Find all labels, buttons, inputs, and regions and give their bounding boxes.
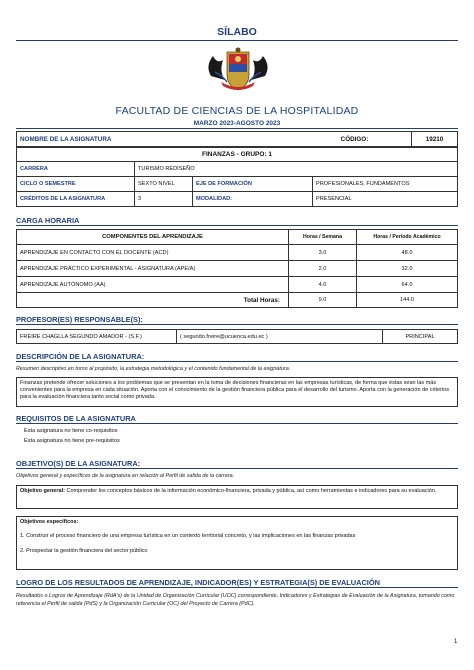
workload-heading: CARGA HORARIA [16,216,80,225]
specific-objective-item: 2. Prospectar la gestión financiera del sector público [20,548,148,554]
faculty-name: FACULTAD DE CIENCIAS DE LA HOSPITALIDAD [115,105,359,117]
objectives-note: Objetivos general y específicos de la asignatura en relación al Perfil de salida de la carrera. [16,473,235,479]
outcomes-heading: LOGRO DE LOS RESULTADOS DE APRENDIZAJE, INDICADOR(ES) Y ESTRATEGIA(S) DE EVALUACIÓN [16,578,380,587]
page-title: SÍLABO [217,26,257,38]
credits-label: CRÉDITOS DE LA ASIGNATURA [17,192,135,207]
table-row [17,245,458,261]
specific-objective-item: 1. Construir el proceso financiero de una empresa turística en un contexto territorial concreto, y las implicaciones en las finanzas privadas [20,533,356,539]
description-text: Finanzas pretende ofrecer soluciones a los problemas que se presentan en la toma de decisiones financieras en las empresas turísticas, de forma que éstas sean las más convenientes para la empresa en cada situación. Aporta con el conocimiento de la gestión financiera pública para el desarrollo del turismo. Aporta con la generación de criterios para la evaluación financiera tanto social como privada. [16,377,458,407]
workload-col-components: COMPONENTES DEL APRENDIZAJE [17,230,289,245]
professors-heading: PROFESOR(ES) RESPONSABLE(S): [16,315,143,324]
axis-label: EJE DE FORMACIÓN [193,177,313,192]
course-code: 19210 [412,132,458,147]
professor-name: FREIRE CHAGLLA SEGUNDO AMADOR - (S.F.) [17,330,177,344]
professors-divider [16,324,458,325]
workload-cell: 64.0 [357,277,458,293]
course-details-table [16,147,458,207]
career-label: CARRERA [17,162,135,177]
general-objective-box [16,485,458,509]
axis-value: PROFESIONALES, FUNDAMENTOS [313,177,458,192]
table-row [17,261,458,277]
requirement-item: Esta asignatura no tiene co-requisitos [24,428,118,434]
workload-cell: APRENDIZAJE AUTÓNOMO (AA) [17,277,289,293]
total-hours-label: Total Horas: [17,293,289,308]
modality-label: MODALIDAD: [193,192,313,207]
general-objective-text: Comprender los conceptos básicos de la información económico-financiera, privada y pública, así como herramientas e indicadores para su evaluación. [64,488,437,494]
description-heading: DESCRIPCIÓN DE LA ASIGNATURA: [16,352,145,361]
page-number: 1 [454,639,458,645]
workload-col-week: Horas / Semana [289,230,357,245]
workload-cell: 32.0 [357,261,458,277]
outcomes-note: Resultados o Logros de Aprendizaje (RdA's) de la Unidad de Organización Curricular (UOC) correspondiente, Indicadores y Estrategias de Evaluación de la Asignatura, tomando como referencia el Perfil de salida (PdS) y la Organización Curricular (OC) del Proyecto de Carrera (PdC). [16,593,455,607]
general-objective-label: Objetivo general: [20,488,65,494]
objectives-heading: OBJETIVO(S) DE LA ASIGNATURA: [16,459,141,468]
requirement-item: Esta asignatura no tiene pre-requisitos [24,438,120,444]
cycle-label: CICLO O SEMESTRE [17,177,135,192]
modality-value: PRESENCIAL [313,192,458,207]
career-value: TURISMO REDISEÑO [135,162,458,177]
workload-col-period: Horas / Período Académico [357,230,458,245]
credits-value: 3 [135,192,193,207]
total-week: 9.0 [289,293,357,308]
requirements-heading: REQUISITOS DE LA ASIGNATURA [16,414,136,423]
workload-cell: 3.0 [289,245,357,261]
workload-cell: APRENDIZAJE PRÁCTICO EXPERIMENTAL - ASIGNATURA (APE/A) [17,261,289,277]
description-divider [16,361,458,362]
university-crest-icon [203,46,273,94]
code-label: CÓDIGO: [338,132,412,147]
period-divider [16,128,458,129]
workload-cell: 4.0 [289,277,357,293]
table-row-total [17,293,458,308]
workload-cell: APRENDIZAJE EN CONTACTO CON EL DOCENTE (ACD) [17,245,289,261]
academic-period: MARZO 2023-AGOSTO 2023 [193,120,281,127]
title-divider [16,40,458,41]
workload-divider [16,225,458,226]
requirements-divider [16,423,458,424]
specific-objectives-label: Objetivos específicos: [20,519,79,525]
specific-objectives-box [16,516,458,570]
workload-cell: 48.0 [357,245,458,261]
professor-email[interactable]: ( segundo.freire@ucuenca.edu.ec ) [177,330,383,344]
table-row [17,277,458,293]
objectives-divider [16,468,458,469]
workload-cell: 2.0 [289,261,357,277]
total-period: 144.0 [357,293,458,308]
description-note: Resumen descriptivo en torno al propósito, la estrategia metodológica y el contenido fundamental de la asignatura. [16,366,291,372]
professors-table [16,329,458,344]
course-name-label: NOMBRE DE LA ASIGNATURA [17,132,135,147]
course-info-table [16,131,458,147]
outcomes-divider [16,587,458,588]
course-name: FINANZAS - GRUPO: 1 [17,148,458,162]
cycle-value: SEXTO NIVEL [135,177,193,192]
professor-role: PRINCIPAL [383,330,458,344]
workload-table [16,229,458,308]
